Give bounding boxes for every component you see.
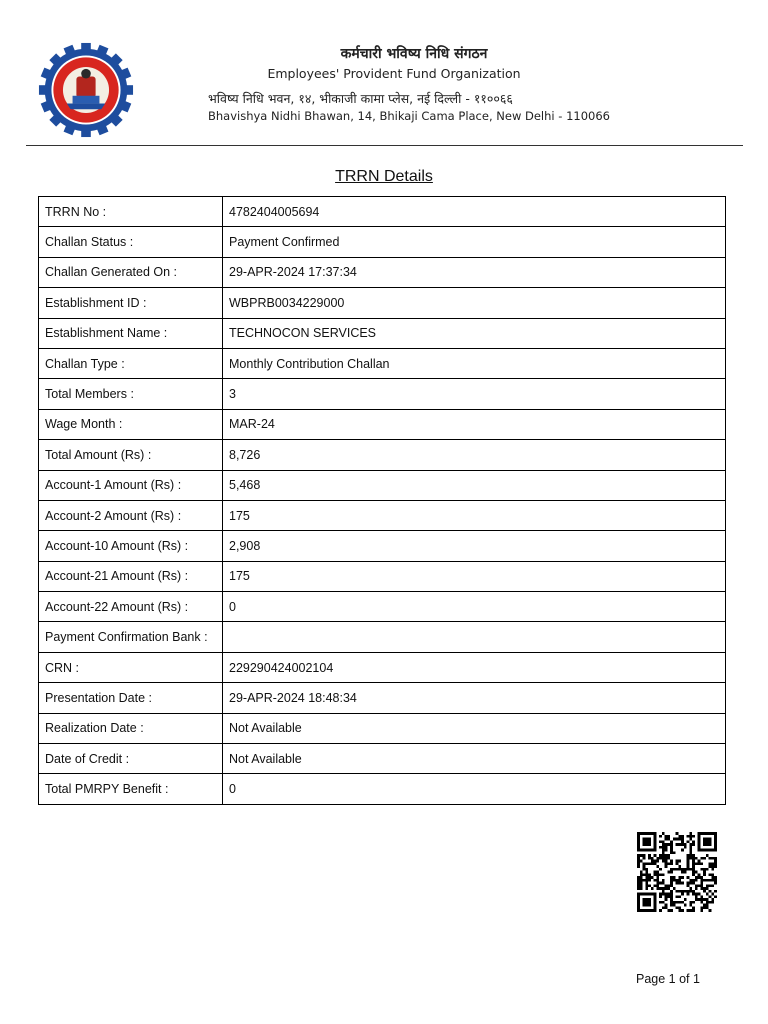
table-row	[39, 257, 726, 287]
qr-code-icon	[634, 832, 720, 912]
field-label: Wage Month :	[39, 409, 223, 439]
field-label: Establishment ID :	[39, 288, 223, 318]
table-row	[39, 744, 726, 774]
table-row	[39, 409, 726, 439]
table-row	[39, 470, 726, 500]
field-label: Establishment Name :	[39, 318, 223, 348]
table-row	[39, 713, 726, 743]
table-row	[39, 683, 726, 713]
address-hindi: भविष्य निधि भवन, १४, भीकाजी कामा प्लेस, नई दिल्ली - ११००६६	[208, 91, 513, 106]
field-label: Account-22 Amount (Rs) :	[39, 592, 223, 622]
table-row	[39, 774, 726, 804]
field-label: Total Members :	[39, 379, 223, 409]
field-label: Payment Confirmation Bank :	[39, 622, 223, 652]
trrn-details-table	[38, 196, 726, 805]
field-value: Not Available	[223, 744, 726, 774]
field-label: CRN :	[39, 652, 223, 682]
field-value: 0	[223, 774, 726, 804]
field-value: 175	[223, 561, 726, 591]
field-label: Total PMRPY Benefit :	[39, 774, 223, 804]
field-label: Account-1 Amount (Rs) :	[39, 470, 223, 500]
field-value: 0	[223, 592, 726, 622]
table-row	[39, 500, 726, 530]
field-value: MAR-24	[223, 409, 726, 439]
org-name-hindi: कर्मचारी भविष्य निधि संगठन	[340, 46, 488, 62]
field-label: Account-21 Amount (Rs) :	[39, 561, 223, 591]
field-value	[223, 622, 726, 652]
field-value: 175	[223, 500, 726, 530]
org-name-english: Employees' Provident Fund Organization	[267, 66, 521, 81]
field-value: Monthly Contribution Challan	[223, 348, 726, 378]
table-row	[39, 440, 726, 470]
field-label: Realization Date :	[39, 713, 223, 743]
page-title: TRRN Details	[335, 168, 433, 185]
field-value: 3	[223, 379, 726, 409]
field-value: Not Available	[223, 713, 726, 743]
field-label: Presentation Date :	[39, 683, 223, 713]
page-number: Page 1 of 1	[636, 972, 700, 986]
table-row	[39, 531, 726, 561]
field-value: 4782404005694	[223, 197, 726, 227]
field-value: 5,468	[223, 470, 726, 500]
field-value: 29-APR-2024 18:48:34	[223, 683, 726, 713]
field-label: Date of Credit :	[39, 744, 223, 774]
table-row	[39, 652, 726, 682]
field-label: Challan Status :	[39, 227, 223, 257]
table-row	[39, 348, 726, 378]
table-row	[39, 227, 726, 257]
field-label: Challan Type :	[39, 348, 223, 378]
field-label: Challan Generated On :	[39, 257, 223, 287]
field-value: TECHNOCON SERVICES	[223, 318, 726, 348]
field-value: 29-APR-2024 17:37:34	[223, 257, 726, 287]
field-label: Account-2 Amount (Rs) :	[39, 500, 223, 530]
table-row	[39, 197, 726, 227]
field-label: Total Amount (Rs) :	[39, 440, 223, 470]
field-value: 8,726	[223, 440, 726, 470]
table-row	[39, 592, 726, 622]
header-divider	[26, 145, 743, 146]
table-row	[39, 561, 726, 591]
field-value: 2,908	[223, 531, 726, 561]
field-label: Account-10 Amount (Rs) :	[39, 531, 223, 561]
field-value: WBPRB0034229000	[223, 288, 726, 318]
table-row	[39, 318, 726, 348]
table-row	[39, 288, 726, 318]
table-row	[39, 379, 726, 409]
table-row	[39, 622, 726, 652]
field-value: 229290424002104	[223, 652, 726, 682]
field-label: TRRN No :	[39, 197, 223, 227]
address-english: Bhavishya Nidhi Bhawan, 14, Bhikaji Cama Place, New Delhi - 110066	[208, 109, 610, 123]
field-value: Payment Confirmed	[223, 227, 726, 257]
